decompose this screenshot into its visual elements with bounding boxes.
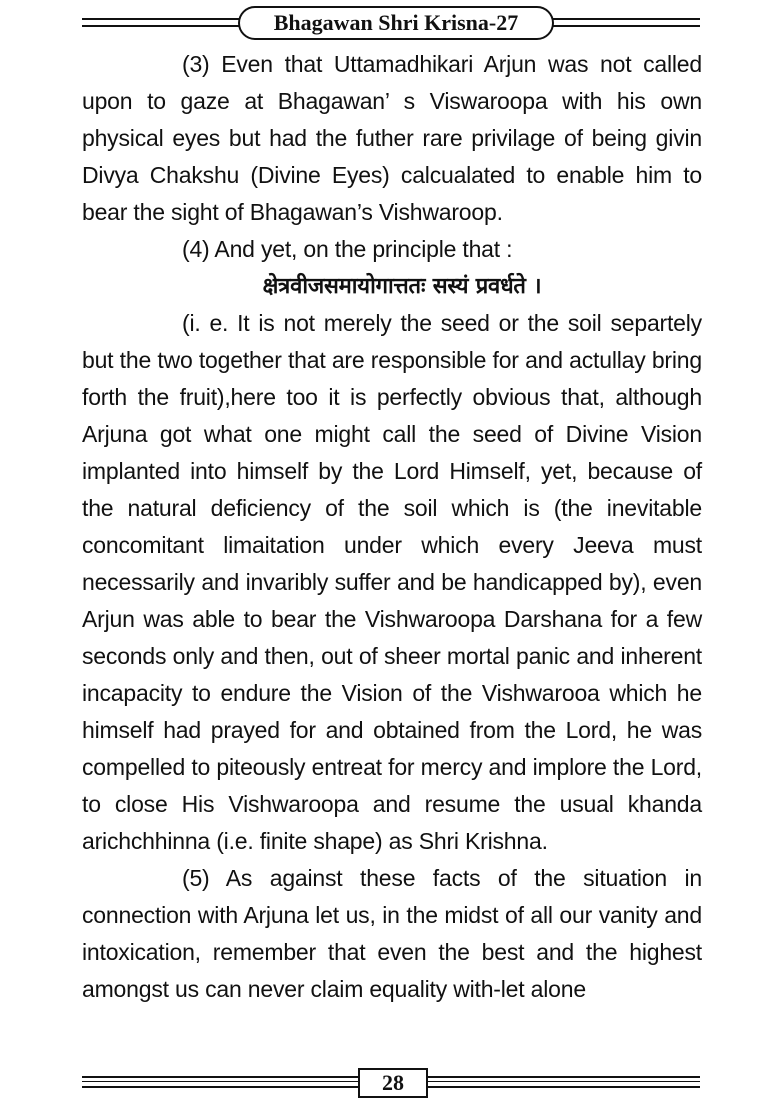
paragraph-5: (5) As against these facts of the situation in connection with Arjuna let us, in the midst of all our vanity and intoxication, remember that even the best and the highest amongst us can never claim equality with-let alone (82, 865, 702, 1002)
footer-rule-right (428, 1076, 700, 1088)
footer-rule-left (82, 1076, 358, 1088)
running-title: Bhagawan Shri Krisna-27 (238, 6, 554, 40)
paragraph-explanation: (i. e. It is not merely the seed or the soil separtely but the two together that are responsible for and actullay bring forth the fruit),here too it is perfectly obvious that, although Arjuna got what one might call the seed of Divine Vision implanted into himself by the Lord Himself, yet, because of the natural deficiency of the soil which is (the inevitable concomitant limaitation under which every Jeeva must necessarily and invaribly suffer and be handicapped by), even Arjun was able to bear the Vishwaroopa Darshana for a few seconds only and then, out of sheer mortal panic and inherent incapacity to endure the Vision of the Vishwarooa which he himself had prayed for and obtained from the Lord, he was compelled to piteously entreat for mercy and implore the Lord, to close His Vishwaroopa and resume the usual khanda arichchhinna (i.e. finite shape) as Shri Krishna. (82, 310, 702, 854)
page-footer (82, 1068, 700, 1102)
page-number: 28 (358, 1068, 428, 1098)
header-rule-left (82, 18, 242, 27)
sanskrit-verse: क्षेत्रवीजसमायोगात्ततः सस्यं प्रवर्धते । (262, 274, 542, 299)
page-body (82, 46, 702, 1008)
header-rule-right (550, 18, 700, 27)
paragraph-3: (3) Even that Uttamadhikari Arjun was not called upon to gaze at Bhagawan’ s Viswaroopa with his own physical eyes but had the futher rare privilage of being givin Divya Chakshu (Divine Eyes) calcualated to enable him to bear the sight of Bhagawan’s Vishwaroop. (82, 51, 702, 225)
page-header (82, 6, 700, 42)
paragraph-4: (4) And yet, on the principle that : (182, 236, 513, 262)
